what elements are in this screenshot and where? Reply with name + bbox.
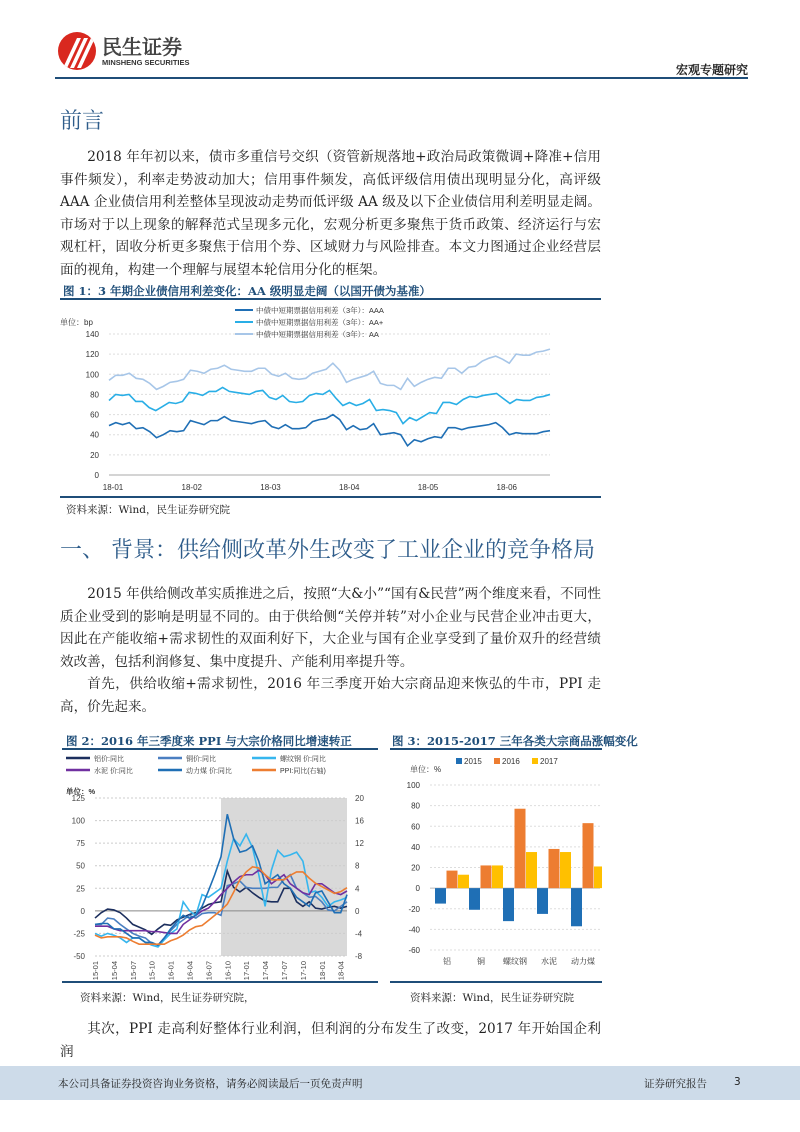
credit-spread-chart [60, 300, 601, 496]
y-tick-label: 80 [411, 801, 420, 811]
y-tick-label: -50 [73, 952, 85, 961]
x-tick-label: 15-10 [147, 961, 157, 981]
x-tick-label: 15-07 [128, 961, 138, 981]
bar [571, 888, 582, 926]
bar [594, 866, 602, 888]
legend-swatch [532, 758, 538, 764]
bar [549, 849, 560, 888]
bar [583, 823, 594, 888]
x-tick-label: 18-05 [417, 483, 439, 492]
y-tick-label: 40 [90, 430, 99, 440]
section-1-heading: 一、 背景：供给侧改革外生改变了工业企业的竞争格局 [60, 538, 595, 563]
x-tick-label: 17-01 [242, 961, 252, 981]
y-tick-label: 120 [85, 350, 99, 360]
bar [526, 852, 537, 888]
x-tick-label: 16-10 [223, 961, 233, 981]
x-tick-label: 18-01 [317, 961, 327, 981]
x-tick-label: 18-06 [496, 483, 517, 492]
figure-3-bottom-rule [390, 981, 602, 983]
y-axis-unit: 单位：bp [60, 318, 93, 327]
bar [492, 865, 503, 888]
y-tick-label: 25 [76, 884, 85, 894]
x-category-label: 动力煤 [571, 957, 595, 966]
x-category-label: 铝 [443, 957, 451, 966]
bar [469, 888, 480, 910]
legend-label: 2015 [464, 757, 482, 766]
x-tick-label: 18-01 [102, 483, 124, 492]
figure-1-title: 图 1：3 年期企业债信用利差变化：AA 级明显走阔（以国开债为基准） [63, 284, 431, 298]
legend-label: 铝价:同比 [94, 756, 124, 763]
footer-label: 证券研究报告 [644, 1078, 707, 1090]
x-category-label: 螺纹钢 [503, 957, 527, 966]
legend-label: 水泥 价:同比 [94, 768, 133, 775]
bar [503, 888, 514, 921]
y-tick-label: 100 [85, 370, 99, 380]
y-tick-label: 60 [90, 410, 99, 420]
x-tick-label: 18-04 [339, 483, 360, 492]
page-footer [0, 1066, 800, 1100]
x-tick-label: 16-01 [166, 961, 176, 981]
series-line [109, 349, 550, 389]
bar [458, 875, 469, 888]
legend-swatch [456, 758, 462, 764]
legend-label: 铜价:同比 [186, 756, 216, 763]
y-tick-label: 60 [411, 822, 420, 832]
figure-1-bottom-rule [60, 496, 601, 498]
legend-label: 中债中短期票据信用利差（3年）：AAA [256, 306, 384, 315]
section-1-paragraph-3: 其次，PPI 走高利好整体行业利润，但利润的分布发生了改变，2017 年开始国企利润 [60, 1021, 601, 1060]
figure-2-bottom-rule [62, 981, 378, 983]
y-tick-label: 100 [71, 816, 85, 826]
x-tick-label: 16-07 [204, 961, 214, 981]
bar [515, 809, 526, 888]
bar [560, 852, 571, 888]
figure-2-source: 资料来源：Wind，民生证券研究院， [80, 992, 255, 1004]
y-tick-label: 40 [411, 842, 420, 852]
logo-english: MINSHENG SECURITIES [102, 57, 190, 67]
legend-label: 2016 [502, 757, 520, 766]
y-tick-label: -25 [73, 929, 85, 939]
y-tick-label: -40 [408, 925, 420, 935]
x-tick-label: 15-01 [91, 961, 100, 981]
report-category: 宏观专题研究 [675, 63, 748, 77]
y-tick-label: -20 [408, 904, 420, 914]
preface-paragraph: 2018 年年初以来，债市多重信号交织（资管新规落地+政治局政策微调+降准+信用事件频发），利率走势波动加大；信用事件频发，高低评级信用债出现明显分化，高评级 AAA 企业债信用利差整体呈现波动走势而低评级 AA 级及以下企业债信用利差明显走阔。市场对于以上现象的解释范式呈现多元化，宏观分析更多聚焦于货币政策、经济运行与宏观杠杆，固收分析更多聚焦于信用个券、区域财力与风险排查。本文力图通过企业经营层面的视角，构建一个理解与展望本轮信用分化的框架。 [60, 149, 601, 278]
y2-tick-label: -4 [355, 929, 363, 939]
legend-label: 动力煤 价:同比 [186, 768, 232, 775]
y2-tick-label: 0 [355, 906, 360, 916]
x-tick-label: 18-03 [260, 483, 281, 492]
preface-heading: 前言 [60, 109, 105, 134]
legend-label: 中债中短期票据信用利差（3年）：AA [256, 330, 379, 339]
y2-tick-label: 16 [355, 816, 364, 826]
series-line [109, 415, 550, 446]
y-tick-label: 0 [94, 471, 99, 480]
figure-3-title: 图 3：2015-2017 三年各类大宗商品涨幅变化 [392, 734, 638, 748]
footer-disclaimer: 本公司具备证券投资咨询业务资格，请务必阅读最后一页免责声明 [58, 1078, 363, 1090]
commodity-gain-chart [390, 750, 602, 980]
legend-swatch [494, 758, 500, 764]
y-tick-label: 0 [415, 884, 420, 894]
figure-1-source: 资料来源：Wind，民生证券研究院 [66, 504, 230, 516]
x-tick-label: 17-07 [280, 961, 289, 981]
header-divider [55, 77, 748, 79]
y-tick-label: 80 [90, 390, 99, 400]
x-tick-label: 15-04 [109, 961, 119, 981]
legend-label: 中债中短期票据信用利差（3年）：AA+ [256, 318, 384, 327]
y2-tick-label: 20 [355, 794, 364, 803]
bar [447, 871, 458, 889]
y2-tick-label: 4 [355, 884, 360, 894]
y-tick-label: 20 [411, 863, 420, 873]
x-category-label: 铜 [477, 957, 485, 966]
y2-tick-label: 12 [355, 839, 364, 849]
figure-2-title: 图 2：2016 年三季度来 PPI 与大宗价格同比增速转正 [66, 734, 352, 748]
y2-tick-label: 8 [355, 861, 360, 871]
x-tick-label: 17-04 [261, 961, 271, 981]
logo-text: 民生证券 [102, 34, 182, 59]
y-tick-label: 100 [406, 781, 420, 790]
ppi-commodity-chart [62, 750, 378, 985]
x-tick-label: 18-04 [336, 961, 346, 981]
y-tick-label: 0 [80, 906, 85, 916]
series-line [109, 387, 550, 423]
bar [435, 888, 446, 903]
y2-tick-label: -8 [355, 952, 363, 961]
y-axis-unit: 单位：% [66, 787, 96, 796]
y-tick-label: 125 [71, 794, 85, 803]
section-1-paragraph-2: 首先，供给收缩+需求韧性，2016 年三季度开始大宗商品迎来恢弘的牛市，PPI 走高，价先起来。 [60, 676, 601, 715]
bar [537, 888, 548, 914]
legend-label: PPI:同比(右轴) [280, 768, 326, 775]
page-number: 3 [734, 1076, 741, 1088]
section-1-paragraph-1: 2015 年供给侧改革实质推进之后，按照“大&小”“国有&民营”两个维度来看，不同性质企业受到的影响是明显不同的。由于供给侧“关停并转”对小企业与民营企业冲击更大，因此在产能收缩+需求韧性的双面利好下，大企业与国有企业享受到了量价双升的经营绩效改善，包括利润修复、集中度提升、产能利用率提升等。 [60, 586, 601, 670]
y-tick-label: 140 [85, 330, 99, 339]
y-tick-label: 75 [76, 839, 85, 849]
x-tick-label: 16-04 [185, 961, 195, 981]
y-tick-label: 50 [76, 861, 85, 871]
x-tick-label: 18-02 [181, 483, 202, 492]
y-axis-unit: 单位：% [410, 765, 442, 774]
figure-3-source: 资料来源：Wind，民生证券研究院 [410, 992, 574, 1004]
logo-mark-icon [58, 32, 96, 70]
legend-label: 螺纹钢 价:同比 [280, 756, 326, 763]
company-logo [58, 32, 190, 70]
x-tick-label: 17-10 [298, 961, 308, 981]
y-tick-label: -60 [408, 946, 420, 955]
legend-label: 2017 [540, 757, 558, 766]
x-category-label: 水泥 [541, 957, 557, 966]
bar [481, 865, 492, 888]
y-tick-label: 20 [90, 450, 99, 460]
